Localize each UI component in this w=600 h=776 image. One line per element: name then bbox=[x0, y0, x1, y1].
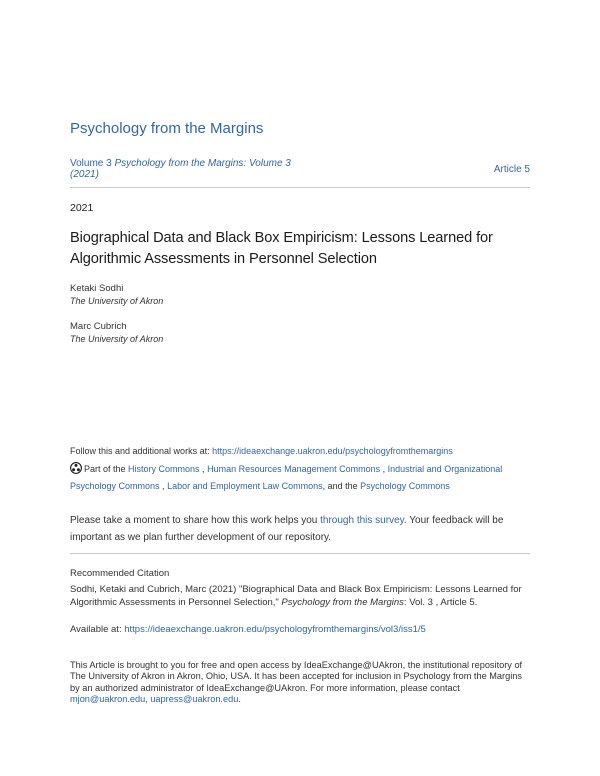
citation-text: Sodhi, Ketaki and Cubrich, Marc (2021) "Biographical Data and Black Box Empiricism: Lessons Learned for Algorithmic Assessments in Personnel Selection," bbox=[70, 584, 522, 608]
available-at bbox=[70, 624, 426, 635]
commons-link-psychology[interactable]: Psychology Commons bbox=[360, 481, 450, 491]
citation-volume: : Vol. 3 , Article 5. bbox=[403, 597, 478, 608]
repository-footer bbox=[70, 660, 532, 705]
author-2 bbox=[70, 321, 163, 345]
commons-link-history[interactable]: History Commons bbox=[128, 464, 200, 474]
separator-and: , and the bbox=[322, 481, 361, 491]
recommended-citation-text bbox=[70, 583, 532, 609]
follow-label: Follow this and additional works at: bbox=[70, 446, 213, 456]
separator: , bbox=[380, 464, 388, 474]
article-number-link[interactable]: Article 5 bbox=[493, 164, 530, 175]
volume-issue-link[interactable]: Psychology from the Margins: Volume 3 (2021) bbox=[70, 158, 291, 180]
part-of-disciplines bbox=[70, 461, 510, 495]
article-title: Biographical Data and Black Box Empiricism: Lessons Learned for Algorithmic Assessments in Personnel Selection bbox=[70, 230, 493, 267]
part-of-label: Part of the bbox=[84, 464, 129, 474]
survey-text-after: . Your feedback will be important as we plan further development of our repository. bbox=[70, 515, 504, 543]
available-label: Available at: bbox=[70, 624, 125, 635]
journal-title-link[interactable]: Psychology from the Margins bbox=[70, 120, 264, 137]
author-affiliation: The University of Akron bbox=[70, 296, 164, 306]
available-url-link[interactable]: https://ideaexchange.uakron.edu/psychologyfromthemargins/vol3/iss1/5 bbox=[124, 624, 426, 635]
separator: , bbox=[199, 464, 208, 474]
publication-year: 2021 bbox=[70, 202, 94, 214]
contact-email-link[interactable]: mjon@uakron.edu, uapress@uakron.edu bbox=[70, 693, 239, 704]
survey-text-before: Please take a moment to share how this work helps you bbox=[70, 515, 321, 526]
citation-journal: Psychology from the Margins bbox=[281, 597, 404, 608]
commons-link-labor-law[interactable]: Labor and Employment Law Commons bbox=[167, 481, 323, 491]
separator: , bbox=[159, 481, 168, 491]
footer-end: . bbox=[238, 693, 241, 704]
divider bbox=[70, 553, 530, 554]
recommended-citation-heading: Recommended Citation bbox=[70, 568, 170, 579]
footer-text: This Article is brought to you for free and open access by IdeaExchange@UAkron, the institutional repository of The University of Akron in Akron, Ohio, USA. It has been accepted for inclusion in Psychology from the Margins by an authorized administrator of IdeaExchange@UAkron. For more information, please contact bbox=[70, 660, 523, 693]
volume-prefix-link[interactable]: Volume 3 bbox=[70, 158, 112, 169]
author-1 bbox=[70, 283, 163, 307]
author-name: Marc Cubrich bbox=[70, 321, 127, 332]
follow-url-link[interactable]: https://ideaexchange.uakron.edu/psychologyfromthemargins bbox=[212, 446, 453, 456]
volume-info bbox=[70, 158, 300, 180]
survey-note bbox=[70, 512, 530, 546]
author-name: Ketaki Sodhi bbox=[70, 283, 124, 294]
volume-row bbox=[70, 158, 530, 188]
commons-link-io-psychology[interactable]: Industrial and Organizational Psychology Commons bbox=[70, 464, 503, 491]
commons-link-hr-management[interactable]: Human Resources Management Commons bbox=[207, 464, 381, 474]
follow-line bbox=[70, 446, 453, 456]
commons-network-icon bbox=[70, 462, 82, 474]
author-affiliation: The University of Akron bbox=[70, 334, 164, 344]
survey-link[interactable]: through this survey bbox=[320, 515, 404, 526]
